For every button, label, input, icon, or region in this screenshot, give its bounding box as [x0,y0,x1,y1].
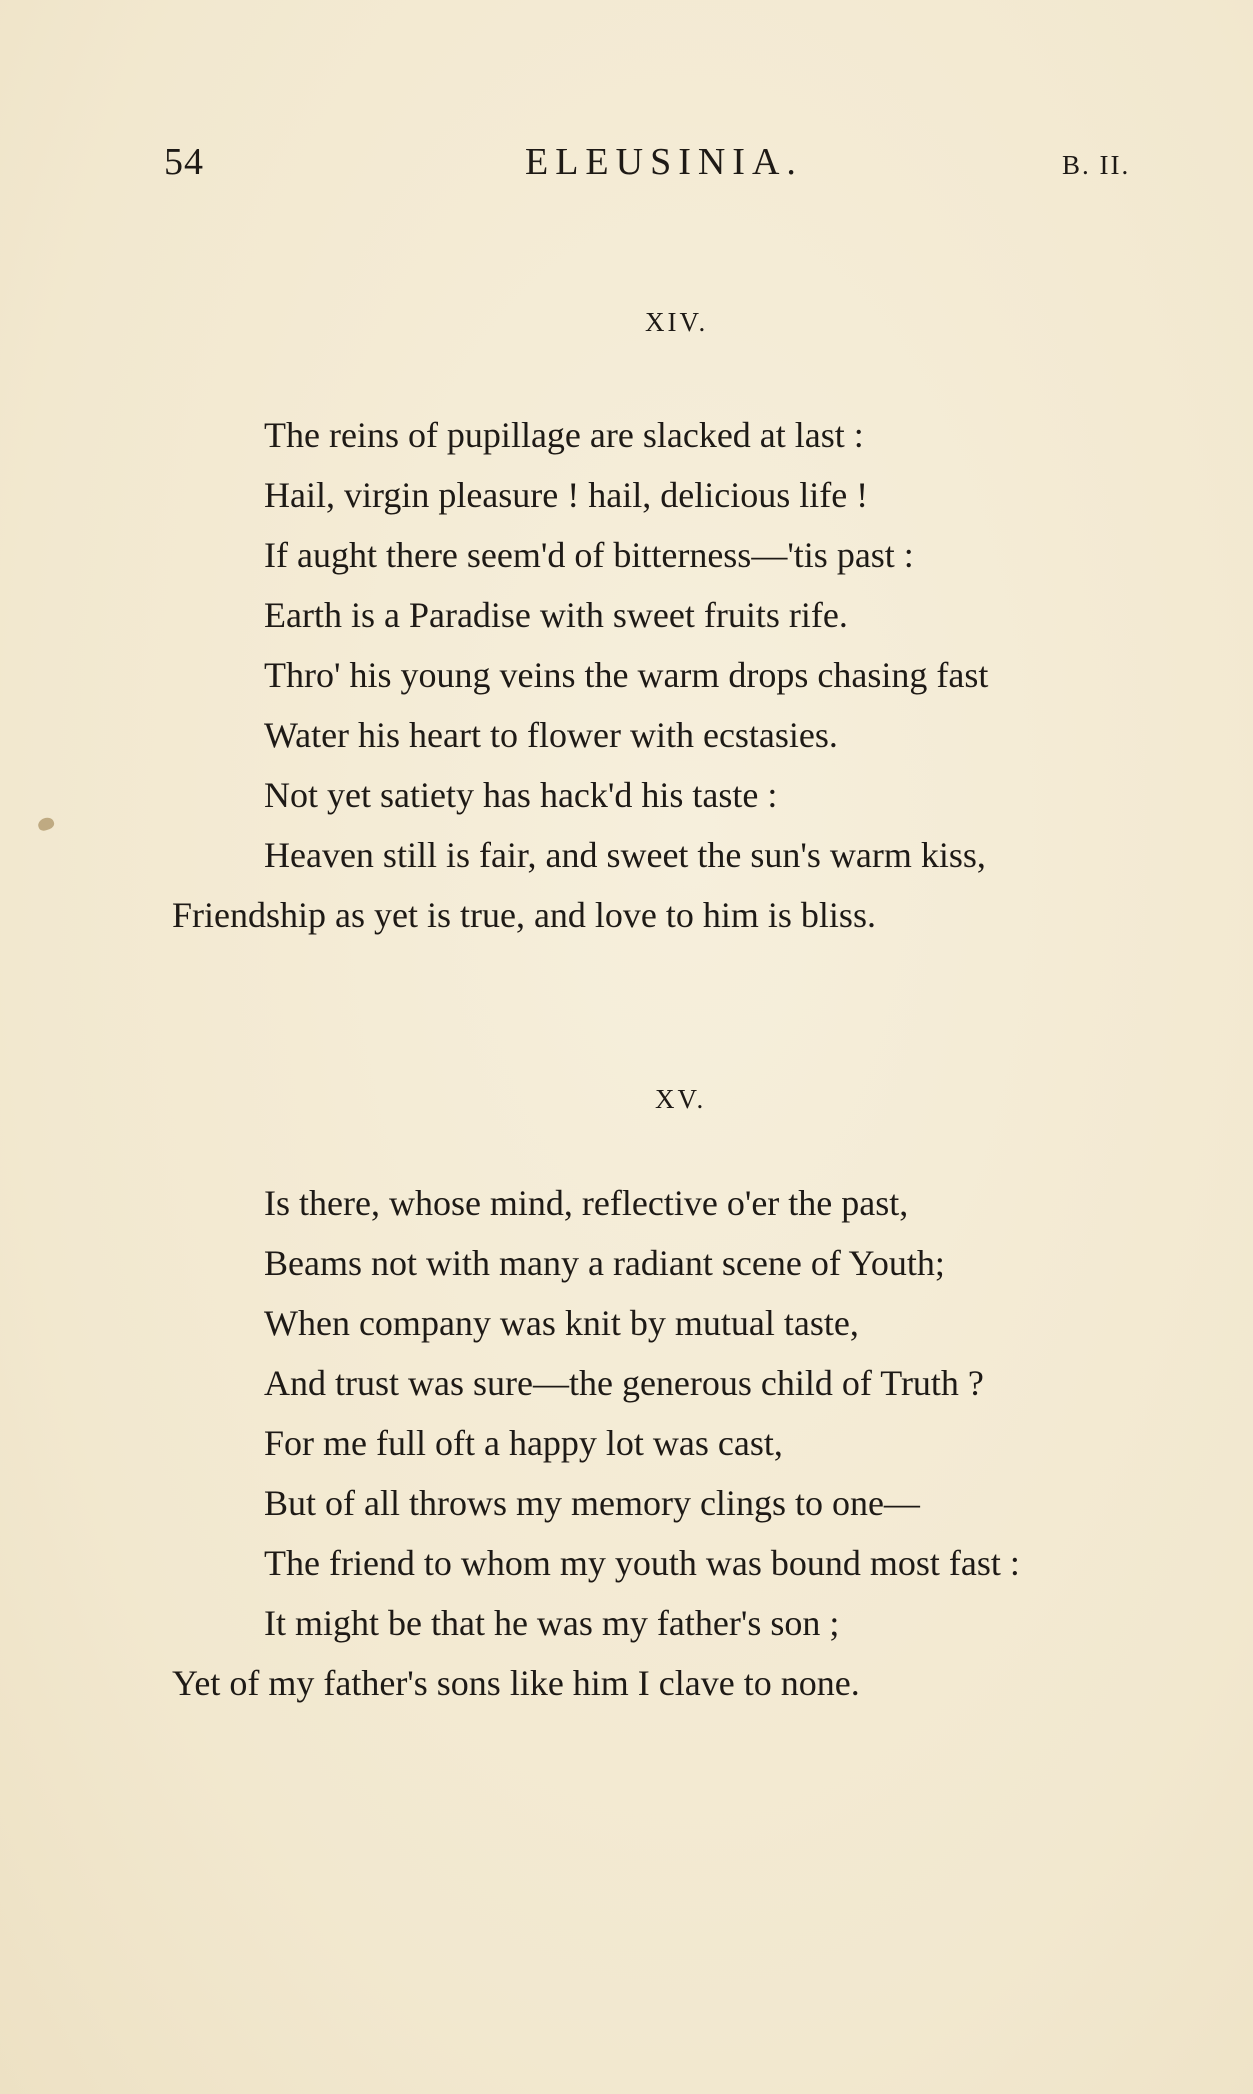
verse-line: And trust was sure—the generous child of Truth ? [264,1363,984,1403]
verse-line: It might be that he was my father's son ; [264,1603,840,1643]
verse-line: Friendship as yet is true, and love to him is bliss. [172,895,876,935]
verse-line: Earth is a Paradise with sweet fruits rife. [264,595,848,635]
verse-line: Heaven still is fair, and sweet the sun's warm kiss, [264,835,986,875]
verse-line: Water his heart to flower with ecstasies. [264,715,838,755]
page-number: 54 [164,141,204,183]
verse-line: The friend to whom my youth was bound most fast : [264,1543,1020,1583]
verse-line: Thro' his young veins the warm drops chasing fast [264,655,989,695]
verse-line: For me full oft a happy lot was cast, [264,1423,783,1463]
verse-line: Is there, whose mind, reflective o'er the past, [264,1183,909,1223]
book-reference: B. II. [1062,150,1131,180]
printer-ornament-icon [36,816,55,833]
stanza-numeral-xiv: XIV. [645,307,709,337]
verse-line: When company was knit by mutual taste, [264,1303,859,1343]
verse-line: Beams not with many a radiant scene of Youth; [264,1243,945,1283]
stanza-numeral-xv: XV. [655,1084,707,1114]
verse-line: The reins of pupillage are slacked at last : [264,415,864,455]
verse-line: Hail, virgin pleasure ! hail, delicious life ! [264,475,869,515]
verse-line: Yet of my father's sons like him I clave to none. [172,1663,860,1703]
running-title: ELEUSINIA. [525,141,803,183]
verse-line: But of all throws my memory clings to one— [264,1483,920,1523]
verse-line: Not yet satiety has hack'd his taste : [264,775,778,815]
verse-line: If aught there seem'd of bitterness—'tis past : [264,535,914,575]
